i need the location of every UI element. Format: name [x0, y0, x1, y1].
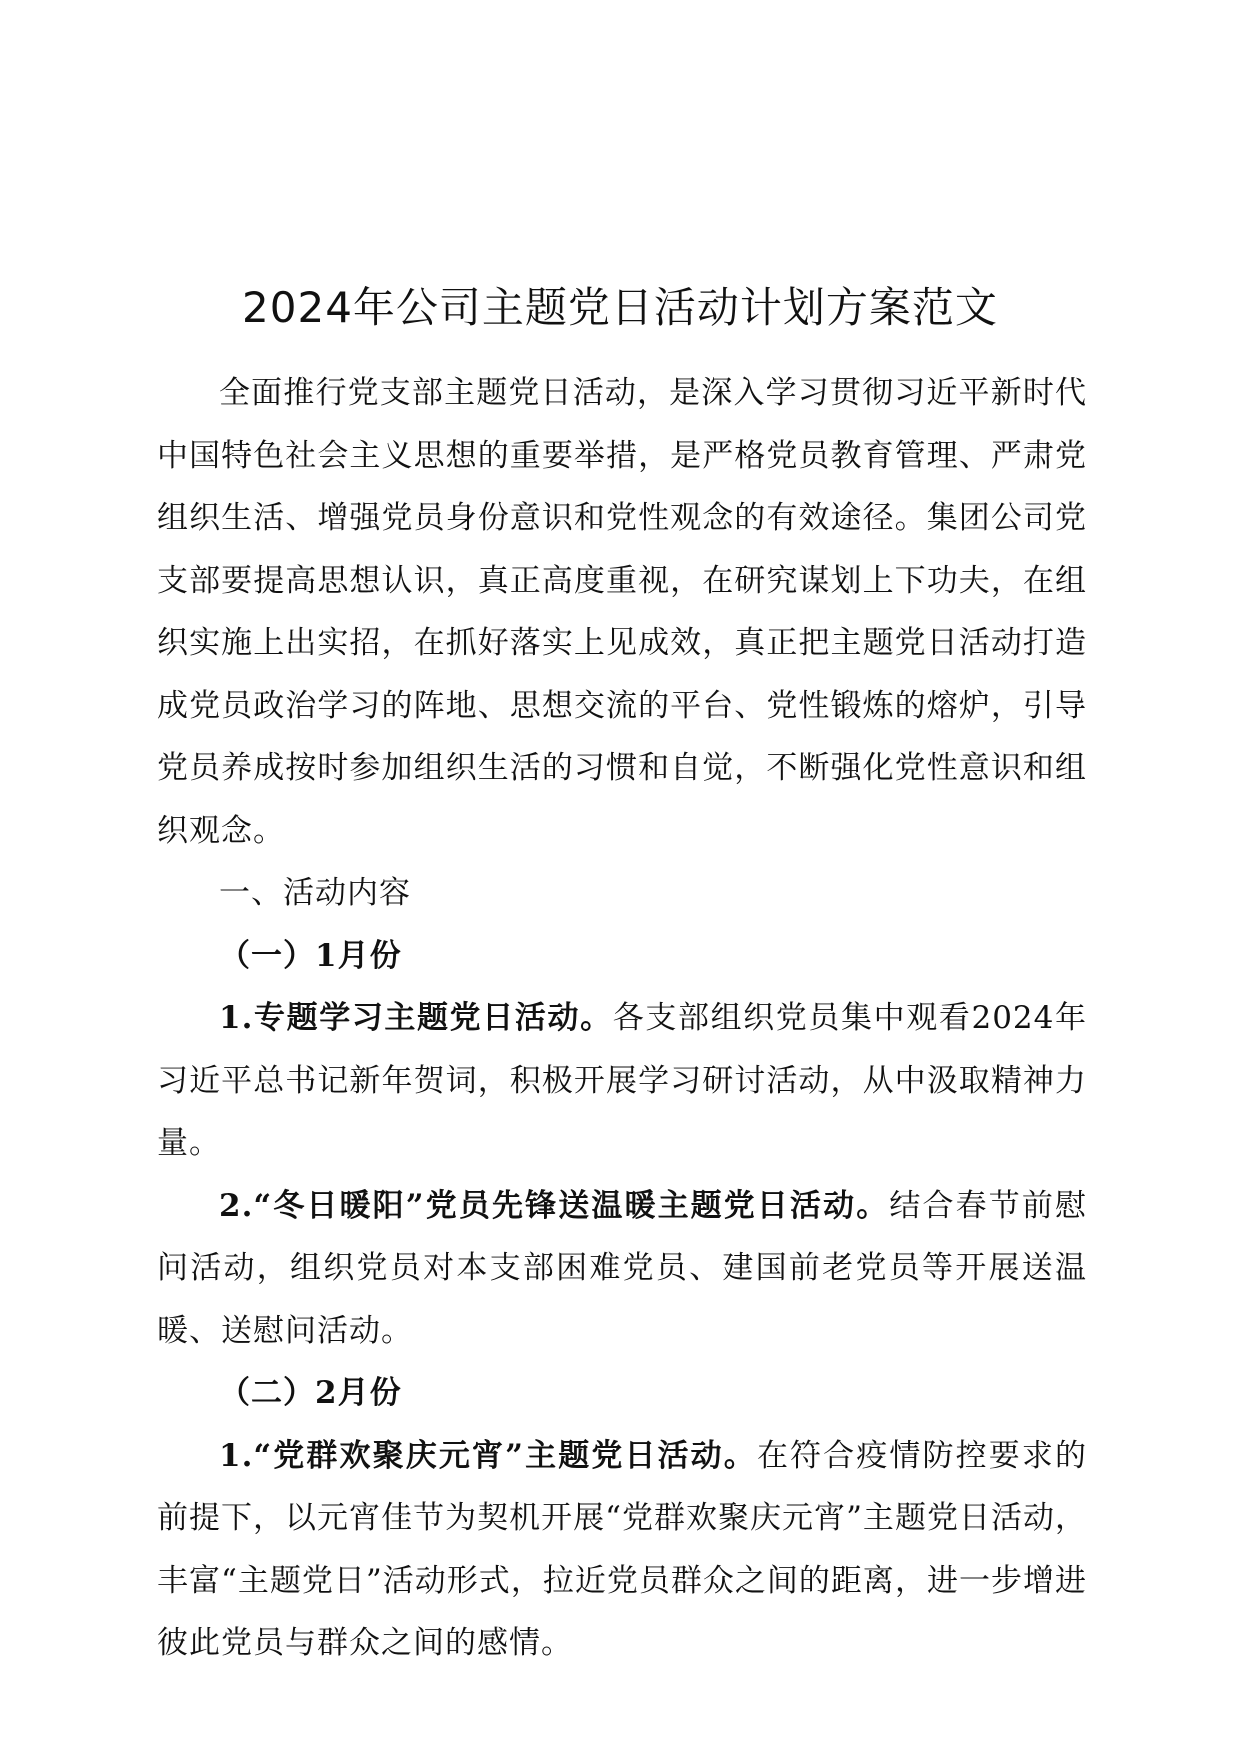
february-item-1-lead: 1.“党群欢聚庆元宵”主题党日活动。 — [219, 1437, 757, 1474]
january-item-2-text: 结合春节前慰问活动，组织党员对本支部困难党员、建国前老党员等开展送温暖、送慰问活动。 — [157, 1187, 1087, 1349]
february-item-1 — [157, 1425, 1087, 1675]
january-item-1-lead: 1.专题学习主题党日活动。 — [219, 1000, 613, 1036]
february-item-1-text: 在符合疫情防控要求的前提下，以元宵佳节为契机开展“党群欢聚庆元宵”主题党日活动，丰富“主题党日”活动形式，拉近党员群众之间的距离，进一步增进彼此党员与群众之间的感情。 — [157, 1437, 1088, 1661]
document-body — [157, 362, 1087, 1675]
intro-paragraph: 全面推行党支部主题党日活动，是深入学习贯彻习近平新时代中国特色社会主义思想的重要举措，是严格党员教育管理、严肃党组织生活、增强党员身份意识和党性观念的有效途径。集团公司党支部要提高思想认识，真正高度重视，在研究谋划上下功夫，在组织实施上出实招，在抓好落实上见成效，真正把主题党日活动打造成党员政治学习的阵地、思想交流的平台、党性锻炼的熔炉，引导党员养成按时参加组织生活的习惯和自觉，不断强化党性意识和组织观念。 — [157, 375, 1087, 849]
document-title: 2024年公司主题党日活动计划方案范文 — [242, 283, 998, 332]
january-item-1 — [157, 987, 1087, 1175]
section-heading-activity-content: 一、活动内容 — [219, 875, 411, 911]
subsection-heading-february: （二）2月份 — [219, 1375, 402, 1411]
january-item-2 — [157, 1175, 1087, 1363]
january-item-1-text: 各支部组织党员集中观看2024年习近平总书记新年贺词，积极开展学习研讨活动，从中汲取精神力量。 — [157, 1000, 1087, 1161]
subsection-heading-january: （一）1月份 — [219, 937, 402, 974]
january-item-2-lead: 2.“冬日暖阳”党员先锋送温暖主题党日活动。 — [219, 1187, 890, 1224]
